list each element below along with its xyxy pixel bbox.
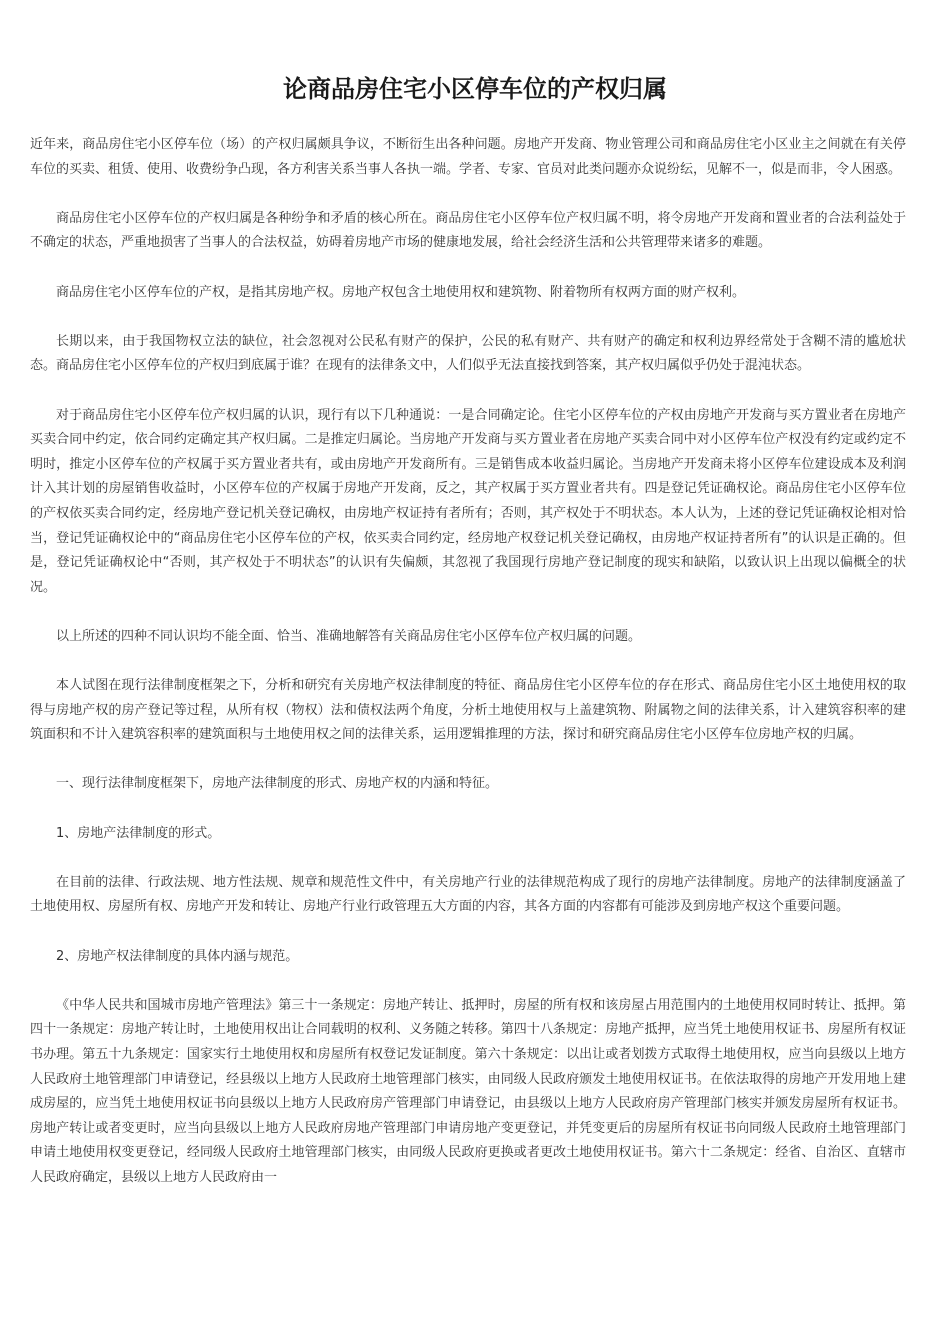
subsection-heading: 2、房地产权法律制度的具体内涵与规范。: [56, 948, 299, 964]
paragraph: 在目前的法律、行政法规、地方性法规、规章和规范性文件中，有关房地产行业的法律规范构成了现行的房地产法律制度。房地产的法律制度涵盖了土地使用权、房屋所有权、房地产开发和转让、房地产行业行政管理五大方面的内容，其各方面的内容都有可能涉及到房地产权这个重要问题。: [30, 874, 906, 915]
paragraph: 《中华人民共和国城市房地产管理法》第三十一条规定：房地产转让、抵押时，房屋的所有权和该房屋占用范围内的土地使用权同时转让、抵押。第四十一条规定：房地产转让时，土地使用权出让合同载明的权利、义务随之转移。第四十八条规定：房地产抵押，应当凭土地使用权证书、房屋所有权证书办理。第五十九条规定：国家实行土地使用权和房屋所有权登记发证制度。第六十条规定：以出让或者划拨方式取得土地使用权，应当向县级以上地方人民政府土地管理部门申请登记，经县级以上地方人民政府土地管理部门核实，由同级人民政府颁发土地使用权证书。在依法取得的房地产开发用地上建成房屋的，应当凭土地使用权证书向县级以上地方人民政府房产管理部门申请登记，由县级以上地方人民政府房产管理部门核实并颁发房屋所有权证书。房地产转让或者变更时，应当向县级以上地方人民政府房地产管理部门申请房地产变更登记，并凭变更后的房屋所有权证书向同级人民政府土地管理部门申请土地使用权变更登记，经同级人民政府土地管理部门核实，由同级人民政府更换或者更改土地使用权证书。第六十二条规定：经省、自治区、直辖市人民政府确定，县级以上地方人民政府由一: [30, 997, 906, 1185]
paragraph: 商品房住宅小区停车位的产权，是指其房地产权。房地产权包含土地使用权和建筑物、附着物所有权两方面的财产权利。: [56, 284, 746, 300]
paragraph: 长期以来，由于我国物权立法的缺位，社会忽视对公民私有财产的保护，公民的私有财产、共有财产的确定和权利边界经常处于含糊不清的尴尬状态。商品房住宅小区停车位的产权归到底属于谁？在现有的法律条文中，人们似乎无法直接找到答案，其产权归属似乎仍处于混沌状态。: [30, 333, 906, 374]
paragraph: 对于商品房住宅小区停车位产权归属的认识，现行有以下几种通说：一是合同确定论。住宅小区停车位的产权由房地产开发商与买方置业者在房地产买卖合同中约定，依合同约定确定其产权归属。二是推定归属论。当房地产开发商与买方置业者在房地产买卖合同中对小区停车位产权没有约定或约定不明时，推定小区停车位的产权属于买方置业者共有，或由房地产开发商所有。三是销售成本收益归属论。当房地产开发商未将小区停车位建设成本及利润计入其计划的房屋销售收益时，小区停车位的产权属于房地产开发商，反之，其产权属于买方置业者共有。四是登记凭证确权论。商品房住宅小区停车位的产权依买卖合同约定，经房地产登记机关登记确权，由房地产权证持有者所有；否则，其产权处于不明状态。本人认为，上述的登记凭证确权论相对恰当，登记凭证确权论中的“商品房住宅小区停车位的产权，依买卖合同约定，经房地产权登记机关登记确权，由房地产权证持者所有”的认识是正确的。但是，登记凭证确权论中“否则，其产权处于不明状态”的认识有失偏颇，其忽视了我国现行房地产登记制度的现实和缺陷，以致认识上出现以偏概全的状况。: [30, 407, 906, 595]
paragraph: 本人试图在现行法律制度框架之下，分析和研究有关房地产权法律制度的特征、商品房住宅小区停车位的存在形式、商品房住宅小区土地使用权的取得与房地产权的房产登记等过程，从所有权（物权）法和债权法两个角度，分析土地使用权与上盖建筑物、附属物之间的法律关系，计入建筑容积率的建筑面积和不计入建筑容积率的建筑面积与土地使用权之间的法律关系，运用逻辑推理的方法，探讨和研究商品房住宅小区停车位房地产权的归属。: [30, 678, 906, 743]
paragraph: 商品房住宅小区停车位的产权归属是各种纷争和矛盾的核心所在。商品房住宅小区停车位产权归属不明，将令房地产开发商和置业者的合法利益处于不确定的状态，严重地损害了当事人的合法权益，妨碍着房地产市场的健康地发展，给社会经济生活和公共管理带来诸多的难题。: [30, 210, 906, 251]
paragraph: 以上所述的四种不同认识均不能全面、恰当、准确地解答有关商品房住宅小区停车位产权归属的问题。: [56, 628, 642, 644]
page-title: 论商品房住宅小区停车位的产权归属: [283, 75, 667, 103]
article-body: [30, 133, 906, 1215]
subsection-heading: 1、房地产法律制度的形式。: [56, 825, 221, 841]
paragraph-intro: 近年来，商品房住宅小区停车位（场）的产权归属颇具争议，不断衍生出各种问题。房地产开发商、物业管理公司和商品房住宅小区业主之间就在有关停车位的买卖、租赁、使用、收费纷争凸现，各方利害关系当事人各执一端。学者、专家、官员对此类问题亦众说纷纭，见解不一，似是而非，令人困惑。: [30, 137, 906, 177]
section-heading: 一、现行法律制度框架下，房地产法律制度的形式、房地产权的内涵和特征。: [56, 776, 499, 792]
